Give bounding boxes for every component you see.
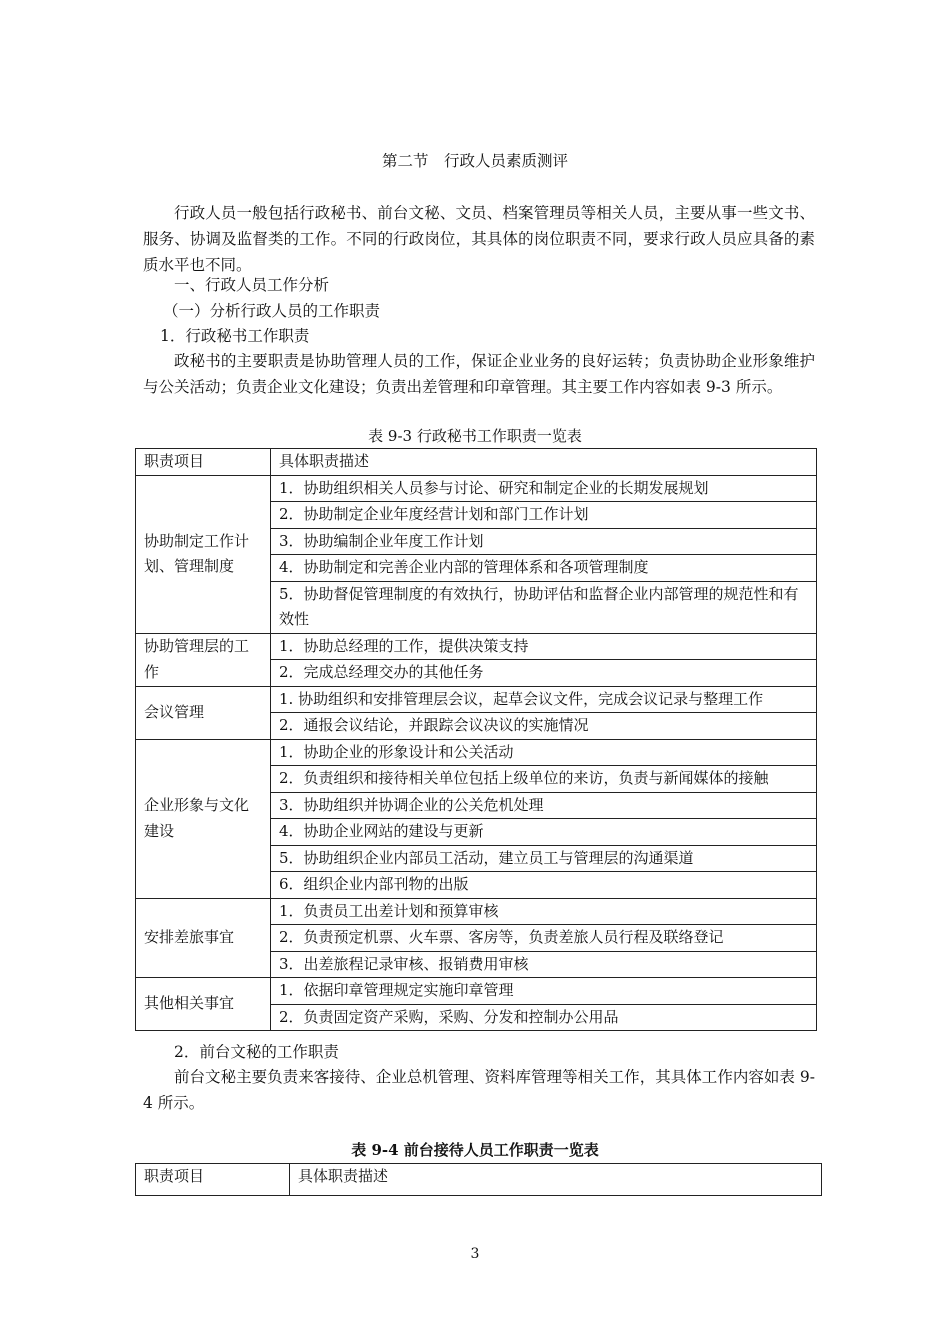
duty-description: 4．协助企业网站的建设与更新 xyxy=(271,819,817,846)
intro-paragraph: 行政人员一般包括行政秘书、前台文秘、文员、档案管理员等相关人员，主要从事一些文书、服务、协调及监督类的工作。不同的行政岗位，其具体的岗位职责不同，要求行政人员应具备的素质水平也不同。 xyxy=(143,204,815,274)
duty-category: 会议管理 xyxy=(136,686,271,739)
table-row xyxy=(136,633,817,660)
duty-description: 2．协助制定企业年度经营计划和部门工作计划 xyxy=(271,502,817,529)
duty-description: 1. 协助组织和安排管理层会议，起草会议文件，完成会议记录与整理工作 xyxy=(271,686,817,713)
duty-description: 3．协助编制企业年度工作计划 xyxy=(271,528,817,555)
table-row xyxy=(136,475,817,502)
table1-header-desc: 具体职责描述 xyxy=(271,449,817,476)
secretary-duties-table xyxy=(135,448,817,1031)
duty-category: 企业形象与文化建设 xyxy=(136,739,271,898)
duty-description: 2．完成总经理交办的其他任务 xyxy=(271,660,817,687)
table-9-3-caption: 表 9-3 行政秘书工作职责一览表 xyxy=(368,427,582,445)
page-number: 3 xyxy=(470,1246,480,1262)
duty-description: 1．依据印章管理规定实施印章管理 xyxy=(271,978,817,1005)
duty-description: 2．负责固定资产采购，采购、分发和控制办公用品 xyxy=(271,1004,817,1031)
duty-category: 安排差旅事宜 xyxy=(136,898,271,978)
reception-duties-table xyxy=(135,1163,822,1196)
duty-description: 5．协助督促管理制度的有效执行，协助评估和监督企业内部管理的规范性和有效性 xyxy=(271,581,817,633)
duty-description: 3．出差旅程记录审核、报销费用审核 xyxy=(271,951,817,978)
duty-description: 1．协助企业的形象设计和公关活动 xyxy=(271,739,817,766)
table1-header-row xyxy=(136,449,817,476)
heading-work-analysis: 一、行政人员工作分析 xyxy=(174,276,330,294)
duty-category: 协助管理层的工作 xyxy=(136,633,271,686)
table-row xyxy=(136,898,817,925)
duty-description: 2．负责预定机票、火车票、客房等，负责差旅人员行程及联络登记 xyxy=(271,925,817,952)
table-row xyxy=(136,686,817,713)
duty-description: 1．协助总经理的工作，提供决策支持 xyxy=(271,633,817,660)
duty-description: 2．负责组织和接待相关单位包括上级单位的来访，负责与新闻媒体的接触 xyxy=(271,766,817,793)
table2-header-desc: 具体职责描述 xyxy=(290,1164,822,1196)
duty-description: 3．协助组织并协调企业的公关危机处理 xyxy=(271,792,817,819)
duty-description: 1．负责员工出差计划和预算审核 xyxy=(271,898,817,925)
table1-header-item: 职责项目 xyxy=(136,449,271,476)
secretary-paragraph: 政秘书的主要职责是协助管理人员的工作，保证企业业务的良好运转；负责协助企业形象维护与公关活动；负责企业文化建设；负责出差管理和印章管理。其主要工作内容如表 9-3 所示。 xyxy=(143,352,815,396)
duty-category: 协助制定工作计划、管理制度 xyxy=(136,475,271,633)
reception-paragraph: 前台文秘主要负责来客接待、企业总机管理、资料库管理等相关工作，其具体工作内容如表 9-4 所示。 xyxy=(143,1068,815,1112)
duty-description: 1．协助组织相关人员参与讨论、研究和制定企业的长期发展规划 xyxy=(271,475,817,502)
duty-description: 4．协助制定和完善企业内部的管理体系和各项管理制度 xyxy=(271,555,817,582)
heading-duties: （一）分析行政人员的工作职责 xyxy=(163,302,381,320)
duty-category: 其他相关事宜 xyxy=(136,978,271,1031)
duty-description: 2．通报会议结论，并跟踪会议决议的实施情况 xyxy=(271,713,817,740)
heading-secretary-duties: 1．行政秘书工作职责 xyxy=(160,327,310,345)
table-9-4-caption: 表 9-4 前台接待人员工作职责一览表 xyxy=(351,1141,599,1159)
table-row xyxy=(136,739,817,766)
heading-reception-duties: 2．前台文秘的工作职责 xyxy=(174,1043,339,1061)
table-row xyxy=(136,978,817,1005)
section-title: 第二节 行政人员素质测评 xyxy=(381,152,568,170)
table2-header-item: 职责项目 xyxy=(136,1164,290,1196)
duty-description: 5．协助组织企业内部员工活动，建立员工与管理层的沟通渠道 xyxy=(271,845,817,872)
duty-description: 6．组织企业内部刊物的出版 xyxy=(271,872,817,899)
